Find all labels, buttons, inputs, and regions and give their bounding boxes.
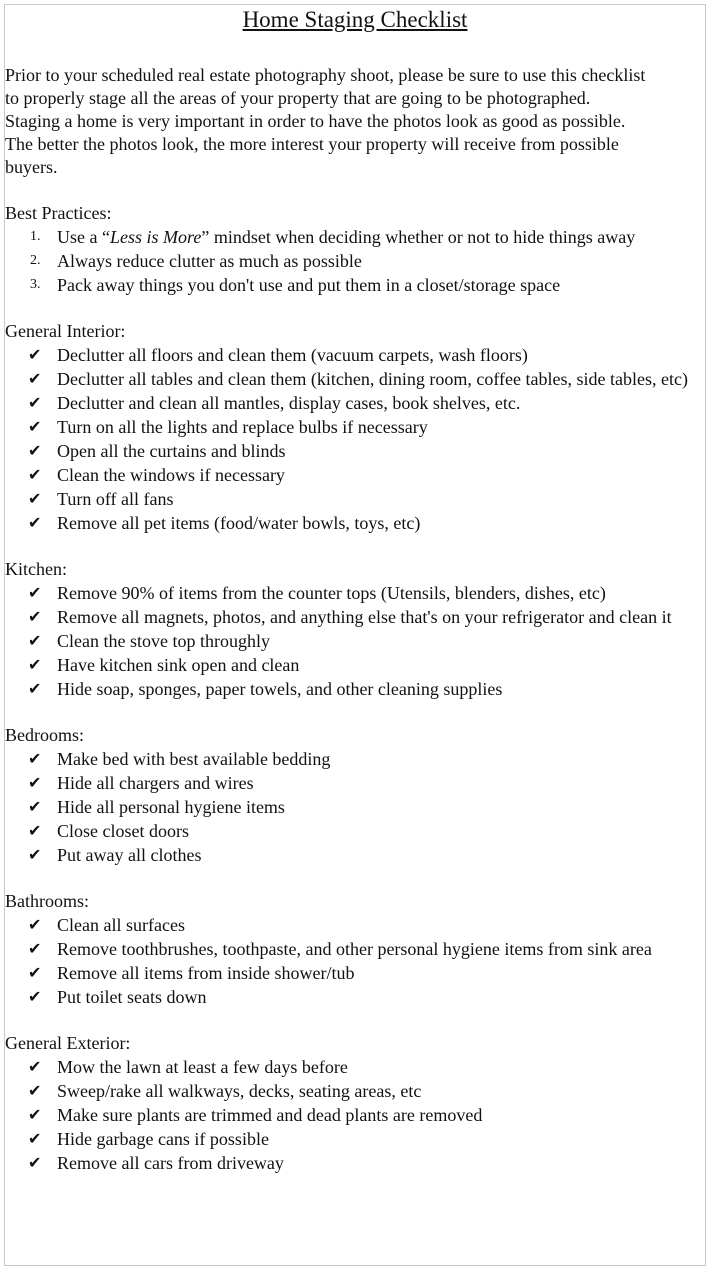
checkmark-icon: ✔	[28, 631, 42, 650]
section-title-best-practices: Best Practices:	[5, 203, 112, 223]
checklist-item-text: Mow the lawn at least a few days before	[57, 1057, 348, 1077]
section-best-practices	[5, 202, 705, 297]
checkmark-icon: ✔	[28, 417, 42, 436]
checklist-item	[5, 771, 705, 795]
intro-paragraph	[5, 64, 707, 179]
checkmark-icon: ✔	[28, 607, 42, 626]
checkmark-icon: ✔	[28, 345, 42, 364]
list-item-text: Use a “Less is More” mindset when deciding whether or not to hide things away	[57, 227, 636, 247]
checkmark-icon: ✔	[28, 963, 42, 982]
checklist-item-text: Clean all surfaces	[57, 915, 185, 935]
section-general-exterior	[5, 1032, 705, 1175]
checklist-sections	[5, 320, 705, 1175]
checkmark-icon: ✔	[28, 465, 42, 484]
checklist-item	[5, 1079, 705, 1103]
checklist-item	[5, 415, 705, 439]
checklist-item-text: Hide all personal hygiene items	[57, 797, 285, 817]
best-practices-list	[5, 225, 705, 297]
checklist-item-text: Make bed with best available bedding	[57, 749, 331, 769]
section-title-bedrooms: Bedrooms:	[5, 725, 84, 745]
checkmark-icon: ✔	[28, 393, 42, 412]
bathrooms-checklist	[5, 913, 705, 1009]
checklist-item	[5, 843, 705, 867]
section-bathrooms	[5, 890, 705, 1009]
checkmark-icon: ✔	[28, 749, 42, 768]
checklist-item-text: Remove all cars from driveway	[57, 1153, 284, 1173]
checkmark-icon: ✔	[28, 489, 42, 508]
intro-line: buyers.	[5, 157, 58, 177]
checklist-item	[5, 747, 705, 771]
checklist-item	[5, 913, 705, 937]
section-title-kitchen: Kitchen:	[5, 559, 67, 579]
checkmark-icon: ✔	[28, 679, 42, 698]
document-page	[4, 4, 706, 1266]
bedrooms-checklist	[5, 747, 705, 867]
page-title: Home Staging Checklist	[242, 7, 468, 32]
intro-line: Prior to your scheduled real estate photography shoot, please be sure to use this checklist	[5, 65, 646, 85]
checkmark-icon: ✔	[28, 1057, 42, 1076]
checklist-item	[5, 961, 705, 985]
checklist-item	[5, 463, 705, 487]
checklist-item-text: Hide all chargers and wires	[57, 773, 254, 793]
checkmark-icon: ✔	[28, 939, 42, 958]
list-item-text: Pack away things you don't use and put them in a closet/storage space	[57, 275, 561, 295]
emphasis-text: Less is More	[109, 227, 202, 247]
intro-line: Staging a home is very important in order to have the photos look as good as possible.	[5, 111, 626, 131]
checklist-item-text: Declutter all tables and clean them (kitchen, dining room, coffee tables, side tables, etc)	[57, 369, 688, 389]
checklist-item-text: Put toilet seats down	[57, 987, 207, 1007]
section-bedrooms	[5, 724, 705, 867]
section-title-bathrooms: Bathrooms:	[5, 891, 89, 911]
checklist-item	[5, 1127, 705, 1151]
checklist-item	[5, 629, 705, 653]
checklist-item-text: Hide garbage cans if possible	[57, 1129, 269, 1149]
intro-line: to properly stage all the areas of your property that are going to be photographed.	[5, 88, 591, 108]
checklist-item	[5, 1103, 705, 1127]
best-practice-item	[5, 249, 705, 273]
checklist-item	[5, 487, 705, 511]
checklist-item	[5, 511, 705, 535]
list-number: 1.	[30, 229, 41, 244]
checklist-item-text: Remove toothbrushes, toothpaste, and other personal hygiene items from sink area	[57, 939, 652, 959]
checklist-item	[5, 985, 705, 1009]
checklist-item	[5, 391, 705, 415]
checklist-item	[5, 937, 705, 961]
checkmark-icon: ✔	[28, 773, 42, 792]
checklist-item-text: Turn on all the lights and replace bulbs if necessary	[57, 417, 428, 437]
list-number: 3.	[30, 277, 41, 292]
best-practice-item	[5, 273, 705, 297]
checklist-item-text: Remove all items from inside shower/tub	[57, 963, 355, 983]
section-kitchen	[5, 558, 705, 701]
checkmark-icon: ✔	[28, 583, 42, 602]
checkmark-icon: ✔	[28, 987, 42, 1006]
checklist-item	[5, 605, 705, 629]
checkmark-icon: ✔	[28, 1105, 42, 1124]
kitchen-checklist	[5, 581, 705, 701]
checklist-item-text: Make sure plants are trimmed and dead plants are removed	[57, 1105, 483, 1125]
checklist-item-text: Remove 90% of items from the counter tops (Utensils, blenders, dishes, etc)	[57, 583, 606, 603]
checklist-item-text: Hide soap, sponges, paper towels, and other cleaning supplies	[57, 679, 503, 699]
checkmark-icon: ✔	[28, 1129, 42, 1148]
checklist-item-text: Declutter all floors and clean them (vacuum carpets, wash floors)	[57, 345, 528, 365]
checkmark-icon: ✔	[28, 797, 42, 816]
checklist-item-text: Sweep/rake all walkways, decks, seating areas, etc	[57, 1081, 422, 1101]
checklist-item-text: Remove all pet items (food/water bowls, toys, etc)	[57, 513, 421, 533]
checkmark-icon: ✔	[28, 1081, 42, 1100]
checkmark-icon: ✔	[28, 441, 42, 460]
checklist-item-text: Open all the curtains and blinds	[57, 441, 286, 461]
checklist-item-text: Put away all clothes	[57, 845, 202, 865]
section-general-interior	[5, 320, 705, 535]
checklist-item	[5, 1151, 705, 1175]
checklist-item	[5, 367, 705, 391]
checklist-item	[5, 795, 705, 819]
checkmark-icon: ✔	[28, 369, 42, 388]
checklist-item-text: Turn off all fans	[57, 489, 174, 509]
checklist-item-text: Have kitchen sink open and clean	[57, 655, 300, 675]
list-item-text: Always reduce clutter as much as possible	[57, 251, 362, 271]
checklist-item	[5, 819, 705, 843]
checkmark-icon: ✔	[28, 915, 42, 934]
checklist-item	[5, 343, 705, 367]
intro-line: The better the photos look, the more interest your property will receive from possible	[5, 134, 619, 154]
checkmark-icon: ✔	[28, 821, 42, 840]
checkmark-icon: ✔	[28, 513, 42, 532]
checklist-item-text: Close closet doors	[57, 821, 189, 841]
list-number: 2.	[30, 253, 41, 268]
checkmark-icon: ✔	[28, 655, 42, 674]
checklist-item	[5, 581, 705, 605]
checklist-item	[5, 653, 705, 677]
checklist-item	[5, 439, 705, 463]
checklist-item	[5, 1055, 705, 1079]
checklist-item-text: Declutter and clean all mantles, display cases, book shelves, etc.	[57, 393, 521, 413]
checklist-item-text: Remove all magnets, photos, and anything else that's on your refrigerator and clean it	[57, 607, 672, 627]
section-title-general-exterior: General Exterior:	[5, 1033, 131, 1053]
checkmark-icon: ✔	[28, 1153, 42, 1172]
general-exterior-checklist	[5, 1055, 705, 1175]
best-practice-item	[5, 225, 705, 249]
checklist-item-text: Clean the stove top throughly	[57, 631, 270, 651]
section-title-general-interior: General Interior:	[5, 321, 126, 341]
checkmark-icon: ✔	[28, 845, 42, 864]
general-interior-checklist	[5, 343, 705, 535]
checklist-item-text: Clean the windows if necessary	[57, 465, 285, 485]
checklist-item	[5, 677, 705, 701]
